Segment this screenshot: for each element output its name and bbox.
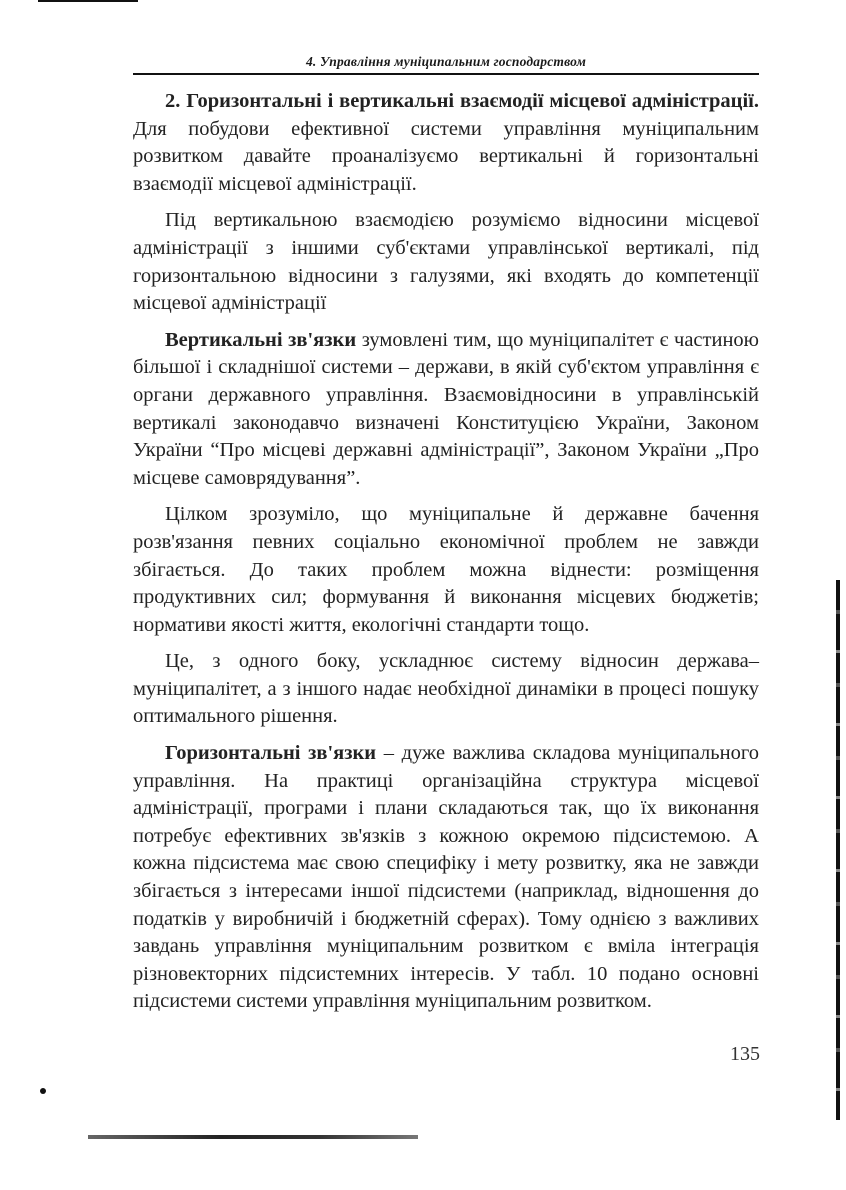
scan-edge-line-top: [38, 0, 138, 2]
scan-speck: [40, 1088, 46, 1094]
page-number: 135: [730, 1043, 760, 1065]
paragraph-2: [133, 207, 759, 317]
paragraph-6: [133, 740, 759, 1016]
scan-edge-line-bottom: [88, 1135, 418, 1139]
paragraph-5-text: Це, з одного боку, ускладнює систему відносин держава–муніципалітет, а з іншого надає необхідної динаміки в процесі пошуку оптимального рішення.: [133, 650, 759, 728]
paragraph-6-text: – дуже важлива складова муніципального управління. На практиці організаційна структура місцевої адміністрації, програми і плани складаються так, що їх виконання потребує ефективних зв'язків з кожною окремою підсистемою. А кожна підсистема має свою специфіку і мету розвитку, яка не завжди збігається з інтересами іншої підсистеми (наприклад, відношення до податків у виробничій і бюджетній сферах). Тому однією з важливих завдань управління муніципальним розвитком є вміла інтеграція різновекторних підсистемних інтересів. У табл. 10 подано основні підсистеми системи управління муніципальним розвитком.: [133, 742, 759, 1013]
paragraph-5: [133, 648, 759, 731]
paragraph-3-lead: Вертикальні зв'язки: [165, 328, 357, 351]
paragraph-1-text: Для побудови ефективної системи управління муніципальним розвитком давайте проаналізуємо вертикальні й горизонтальні взаємодії місцевої адміністрації.: [133, 117, 759, 195]
paragraph-3-text: зумовлені тим, що муніципалітет є частиною більшої і складнішої системи – держави, в якій суб'єктом управління є органи державного управління. Взаємовідносини в управлінській вертикалі законодавчо визначені Конституцією України, Законом України “Про місцеві державні адміністрації”, Законом України „Про місцеве самоврядування”.: [133, 328, 759, 489]
paragraph-1: [133, 88, 759, 198]
scan-edge-right: [836, 580, 840, 1120]
page-body: [133, 88, 759, 1025]
paragraph-6-lead: Горизонтальні зв'язки: [165, 742, 377, 765]
running-header: 4. Управління муніципальним господарством: [305, 54, 587, 69]
paragraph-3: [133, 327, 759, 493]
header-rule: [133, 73, 759, 75]
paragraph-2-text: Під вертикальною взаємодією розуміємо відносини місцевої адміністрації з іншими суб'єктами управлінської вертикалі, під горизонтальною відносини з галузями, які входять до компетенції місцевої адміністрації: [133, 209, 759, 315]
paragraph-1-lead: 2. Горизонтальні і вертикальні взаємодії місцевої адміністрації.: [165, 90, 759, 112]
paragraph-4: [133, 501, 759, 639]
paragraph-4-text: Цілком зрозуміло, що муніципальне й державне бачення розв'язання певних соціально економічної проблем не завжди збігається. До таких проблем можна віднести: розміщення продуктивних сил; формування й виконання місцевих бюджетів; нормативи якості життя, екологічні стандарти тощо.: [133, 503, 759, 636]
